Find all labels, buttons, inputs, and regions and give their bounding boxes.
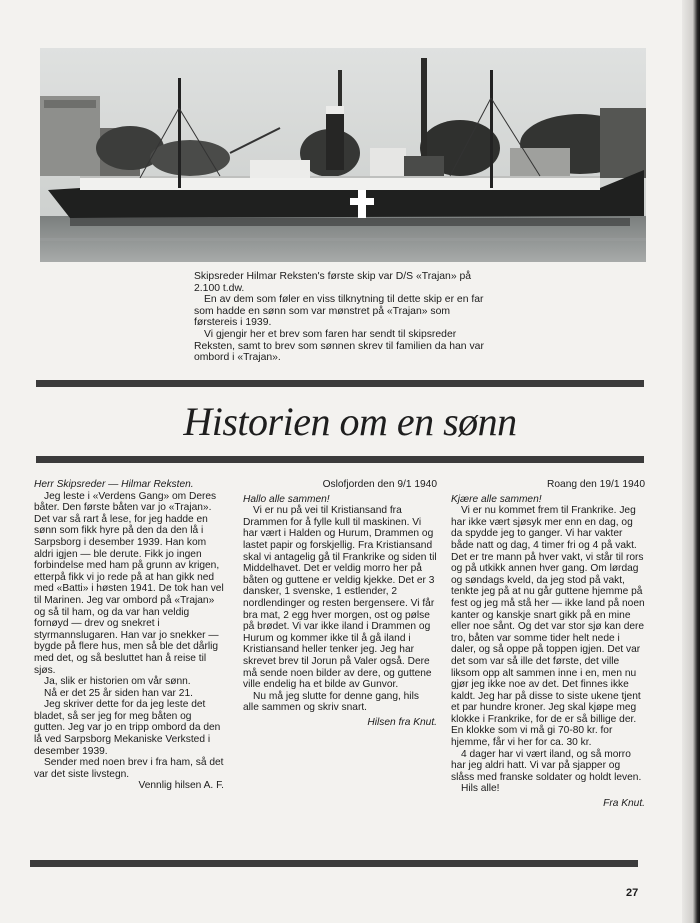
letter-paragraph: Jeg skriver dette for da jeg leste det bladet, så ser jeg for meg båten og gutten. Jeg var jo en tripp ombord da den lå ved Sarpsborg Mekaniske Verksted i desember 1939.	[34, 699, 221, 757]
letter-paragraph: 4 dager har vi vært iland, og så morro har jeg aldri hatt. Vi var på sjapper og slåss med franske soldater og holdt leven.	[451, 748, 642, 783]
letter-salutation: Hallo alle sammen!	[243, 493, 330, 505]
letter-paragraph: Jeg leste i «Verdens Gang» om Deres båter. Den første båten var jo «Trajan». Det var så rart å lese, for jeg hadde en sønn som fikk hyre på den da den lå i Sarpsborg i desember 1939. Han kom aldri igjen — ble derute. Fikk jo ingen forbindelse med ham på grunn av krigen, etterpå fikk vi jo rede på at han gikk ned med «Batti» i høsten 1941. De tok han vel til Marinen. Jeg var ombord på «Trajan» og så til ham, og da var han veldig fornøyd — drev og snekret i styrmannslugaren. Han var jo snekker — bygde på flere hus, men så ble det dårlig med det, og så besluttet han å reise til sjøs.	[34, 490, 224, 676]
letter-place-date: Roang den 19/1 1940	[547, 479, 645, 490]
ship-photo	[40, 48, 646, 262]
letter-salutation: Herr Skipsreder — Hilmar Reksten.	[34, 479, 194, 490]
page-number: 27	[626, 887, 639, 899]
divider-rule-bottom	[30, 860, 638, 867]
page-edge-shadow	[682, 0, 700, 923]
letter-paragraph: Vi er nu på vei til Kristiansand fra Drammen for å fylle kull til maskinen. Vi har vært i Halden og Hurum, Drammen og lastet papir og forskjellig. Fra Kristiansand skal vi antagelig gå til Frankrike og siden til Middelhavet. Det er veldig morro her på båten og guttene er veldig kjekke. Det er 3 dansker, 1 svenske, 1 estlender, 2 nordlendinger og resten bergensere. Vi får bra mat, 2 egg hver morgen, ost og pølse på brødet. Vi var ikke iland i Drammen og Hurum og kommer ikke til å gå iland i Kristiansand heller tenker jeg. Jeg har skrevet brev til Jorun på Valer også. Dere må sende noen bilder av dere, og guttene ville endelig ha et bilde av Gunvor.	[243, 505, 437, 691]
letter-salutation: Kjære alle sammen!	[451, 493, 542, 505]
letter-son-second	[451, 479, 645, 810]
letter-closing: Vennlig hilsen A. F.	[138, 780, 224, 792]
photo-caption	[194, 271, 494, 364]
article-title: Historien om en sønn	[183, 399, 517, 444]
caption-paragraph: Skipsreder Hilmar Reksten's første skip var D/S «Trajan» på 2.100 t.dw.	[194, 271, 472, 294]
caption-paragraph: En av dem som føler en viss tilknytning til dette skip er en far som hadde en sønn som var mønstret på «Trajan» som førstereis i 1939.	[194, 294, 484, 329]
letter-paragraph: Nu må jeg slutte for denne gang, hils alle sammen og skriv snart.	[243, 690, 419, 714]
cargo-ship-photo-icon	[40, 48, 646, 262]
letter-paragraph: Sender med noen brev i fra ham, så det var det siste livstegn.	[34, 757, 224, 780]
letter-signature: Hilsen fra Knut.	[367, 716, 437, 728]
letter-father	[34, 479, 224, 792]
letter-paragraph: Hils alle!	[461, 783, 500, 795]
letter-paragraph: Ja, slik er historien om vår sønn.	[44, 676, 191, 688]
letter-son-first	[243, 479, 437, 728]
caption-paragraph: Vi gjengir her et brev som faren har sendt til skipsreder Reksten, samt to brev som sønnen skrev til familien da han var ombord i «Trajan».	[194, 328, 484, 364]
letter-paragraph: Nå er det 25 år siden han var 21.	[44, 687, 193, 699]
divider-rule-top	[36, 380, 644, 387]
letter-place-date: Oslofjorden den 9/1 1940	[322, 479, 437, 490]
letter-signature: Fra Knut.	[603, 798, 645, 810]
letter-paragraph: Vi er nu kommet frem til Frankrike. Jeg har ikke vært sjøsyk mer enn en dag, og da spydde jeg to ganger. Vi har vakter både natt og dag, 4 timer fri og 4 på vakt. Det er tre mann på hver vakt, vi står til rors og på utkikk annen hver gang. Om lørdag og søndags kveld, da jeg stod på vakt, tenkte jeg på at nu går guttene hjemme på fest og jeg må stå her — ikke land på noen kanter og kanskje snart gikk på en mine eller noe sånt. Og det var stor sjø kan dere tro, båten var somme tider helt nede i daler, og så oppe på toppen igjen. Det var det som var så ille det første, det ville liksom opp alt sammen inne i en, men nu gjør jeg ikke noe av det. Det finnes ikke kaldt. Jeg har på disse to siste ukene tjent et par hundre kroner. Jeg skal kjøpe meg klokke i Frankrike, for de er så billige der. En klokke som vi må gi 70-80 kr. for hjemme, får vi her for ca. 30 kr.	[451, 505, 645, 749]
divider-rule-middle	[36, 456, 644, 463]
